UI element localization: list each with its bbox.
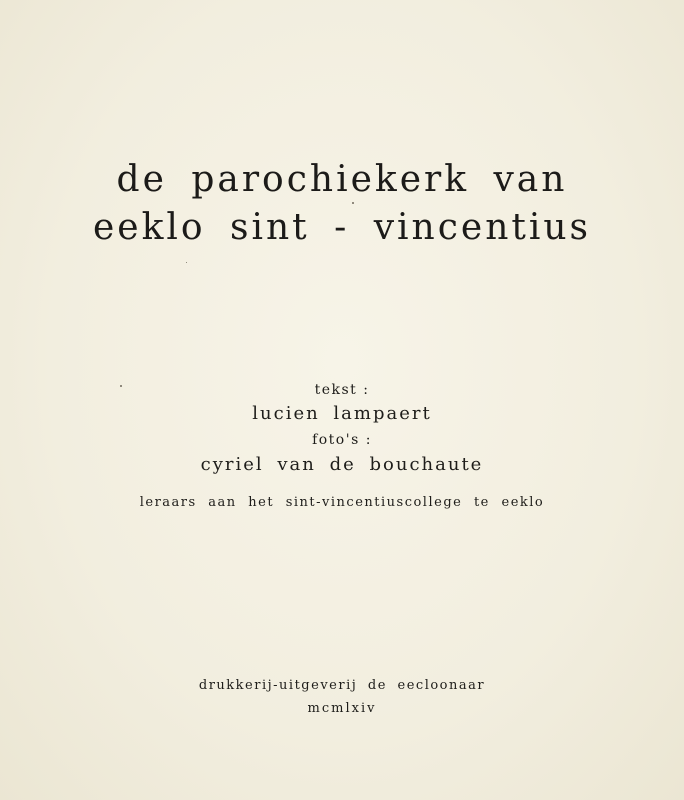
book-title-line-1: de parochiekerk van: [116, 159, 568, 200]
photographer-name: cyriel van de bouchaute: [200, 454, 484, 475]
author-name: lucien lampaert: [252, 403, 432, 424]
paper-speck: [186, 262, 187, 263]
paper-speck: [120, 385, 122, 387]
photos-label: foto's :: [312, 432, 372, 448]
publisher: drukkerij-uitgeverij de eecloonaar: [198, 678, 486, 693]
author-affiliation: leraars aan het sint-vincentiuscollege te eeklo: [139, 495, 545, 510]
text-label: tekst :: [314, 382, 370, 398]
publication-year: mcmlxiv: [307, 701, 377, 716]
book-title-line-2: eeklo sint - vincentius: [92, 207, 592, 248]
paper-speck: [352, 202, 354, 204]
